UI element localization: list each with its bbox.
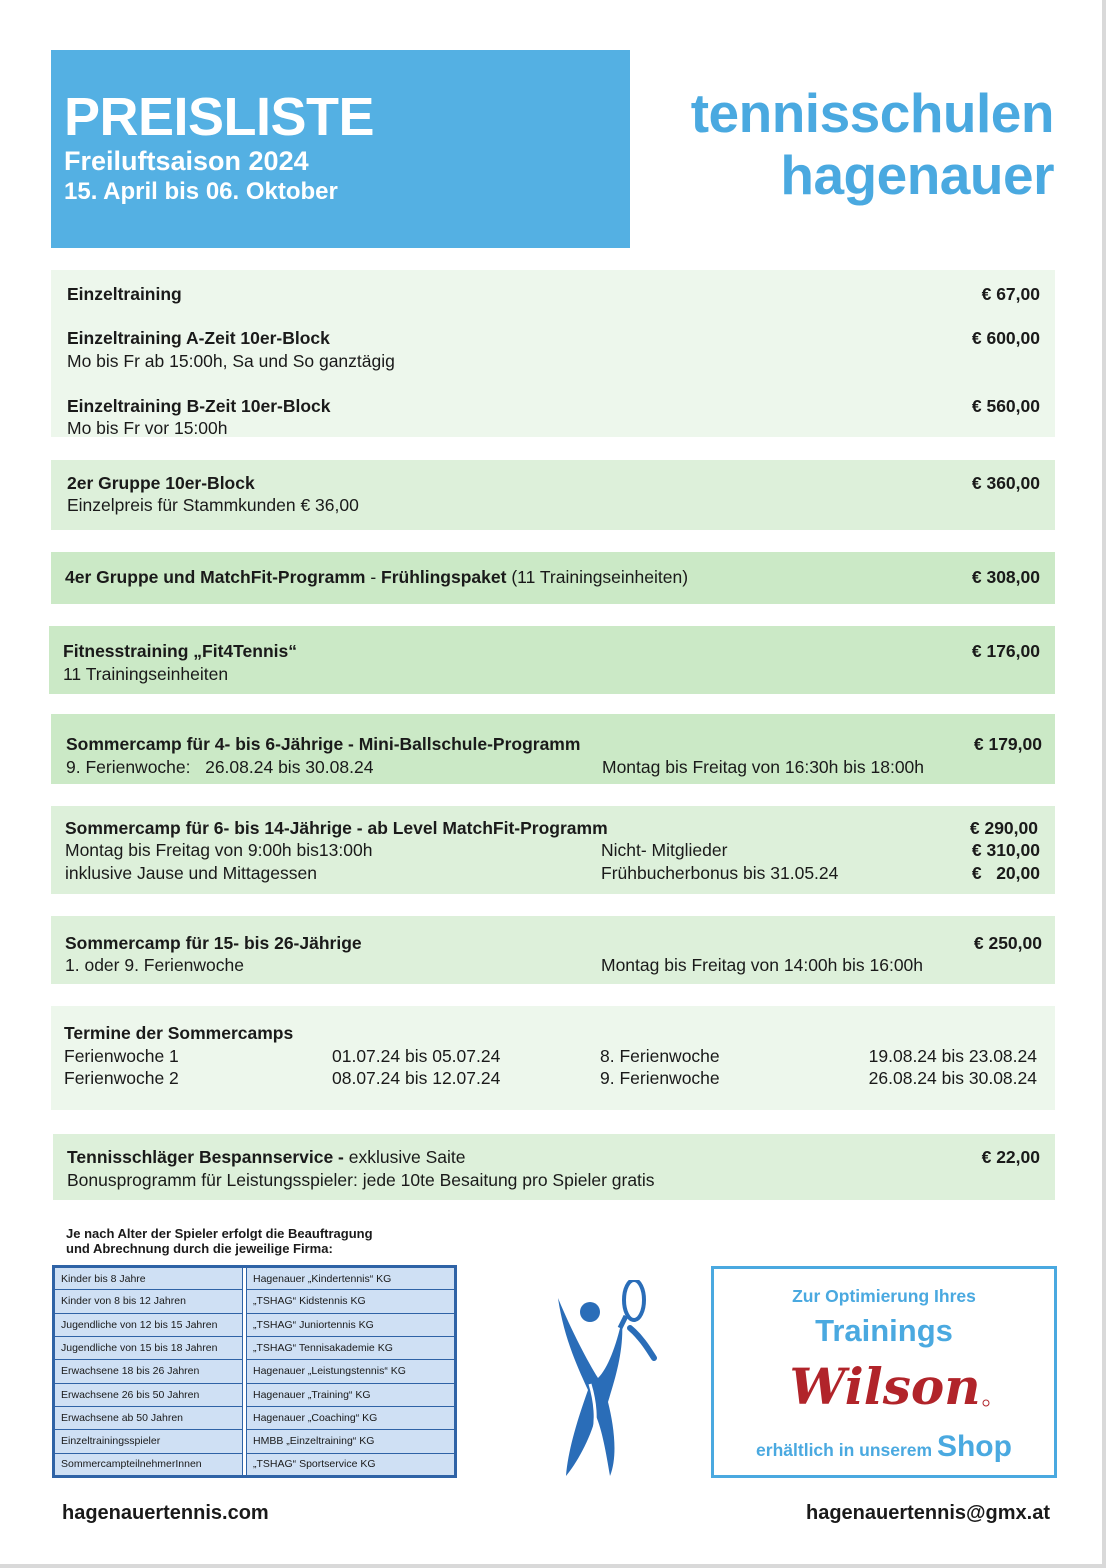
camp-week-label: 9. Ferienwoche (600, 1068, 720, 1088)
firm-age-group: Kinder von 8 bis 12 Jahren (54, 1290, 243, 1313)
firm-company: Hagenauer „Training“ KG (247, 1383, 456, 1406)
item-name (65, 566, 688, 588)
price-block-stringing (53, 1134, 1055, 1200)
ad-shop-text: erhältlich in unserem (756, 1440, 937, 1460)
camp-week-dates: 26.08.24 bis 30.08.24 (868, 1068, 1037, 1088)
header-banner (51, 50, 630, 248)
firm-row (54, 1336, 456, 1359)
camp-week-label: Ferienwoche 1 (64, 1046, 179, 1066)
camp-week-dates: 08.07.24 bis 12.07.24 (332, 1068, 501, 1088)
firm-company: Hagenauer „Leistungstennis“ KG (247, 1360, 456, 1383)
firm-age-group: SommercampteilnehmerInnen (54, 1453, 243, 1476)
camp-week-label: 8. Ferienwoche (600, 1046, 720, 1066)
item-time: Montag bis Freitag von 16:30h bis 18:00h (602, 757, 925, 777)
price-block-camp-youth (51, 916, 1055, 984)
camp-dates-title: Termine der Sommercamps (64, 1023, 294, 1043)
item-price: € 22,00 (981, 1147, 1040, 1167)
wilson-ad-box (711, 1266, 1057, 1478)
wilson-logo-icon (774, 1357, 996, 1417)
firm-intro-line: und Abrechnung durch die jeweilige Firma: (66, 1241, 333, 1256)
brand-line-1: tennisschulen (690, 82, 1054, 144)
email-link[interactable]: hagenauertennis@gmx.at (805, 1502, 1050, 1524)
brand-line-2: hagenauer (780, 144, 1054, 206)
item-price: € 308,00 (971, 567, 1040, 587)
firm-intro (66, 1226, 373, 1256)
brand-name (691, 82, 1054, 206)
ad-shop-link: Shop (936, 1430, 1012, 1463)
firm-row (54, 1430, 456, 1453)
item-name: Einzeltraining B-Zeit 10er-Block (67, 396, 331, 416)
camp-week-dates: 19.08.24 bis 23.08.24 (868, 1046, 1037, 1066)
item-price: € 176,00 (971, 641, 1040, 661)
item-name: Sommercamp für 15- bis 26-Jährige (65, 933, 362, 953)
item-name-bold: Frühlingspaket (381, 567, 507, 587)
item-name-rest: exklusive Saite (343, 1147, 466, 1167)
tennis-player-figure-icon (550, 1280, 660, 1480)
item-desc: Frühbucherbonus bis 31.05.24 (601, 863, 839, 883)
firm-row (54, 1290, 456, 1313)
website-link[interactable]: hagenauertennis.com (62, 1502, 269, 1524)
firm-company: Hagenauer „Coaching“ KG (247, 1406, 456, 1429)
item-desc: Mo bis Fr vor 15:00h (67, 418, 228, 438)
item-name: Fitnesstraining „Fit4Tennis“ (63, 641, 298, 661)
season-label: Freiluftsaison 2024 (64, 146, 309, 176)
item-desc: inklusive Jause und Mittagessen (65, 863, 317, 883)
item-name-bold: Tennisschläger Bespannservice - (67, 1147, 344, 1167)
firm-row (54, 1383, 456, 1406)
item-name (67, 1146, 465, 1168)
wilson-logo-text: Wilson (789, 1357, 981, 1416)
item-price: € 360,00 (971, 473, 1040, 493)
firm-age-group: Kinder bis 8 Jahre (54, 1267, 243, 1290)
firm-intro-line: Je nach Alter der Spieler erfolgt die Beauftragung (66, 1226, 373, 1241)
item-name: 2er Gruppe 10er-Block (67, 473, 255, 493)
price-block-gruppe2 (51, 460, 1055, 530)
item-desc: 1. oder 9. Ferienwoche (65, 955, 244, 975)
item-name: Sommercamp für 6- bis 14-Jährige - ab Level MatchFit-Programm (65, 818, 608, 838)
ad-line: Trainings (815, 1313, 953, 1348)
item-time: Montag bis Freitag von 14:00h bis 16:00h (601, 955, 924, 975)
firm-row (54, 1313, 456, 1336)
firm-company: „TSHAG“ Juniortennis KG (247, 1313, 456, 1336)
price-block-einzel (51, 270, 1055, 437)
firm-company: „TSHAG“ Kidstennis KG (247, 1290, 456, 1313)
item-name-sep: - (365, 567, 382, 587)
firm-age-group: Einzeltrainingsspieler (54, 1430, 243, 1453)
item-name: Sommercamp für 4- bis 6-Jährige - Mini-Ballschule-Programm (66, 734, 581, 754)
item-price: € 600,00 (971, 328, 1040, 348)
item-desc: Bonusprogramm für Leistungsspieler: jede 10te Besaitung pro Spieler gratis (67, 1170, 655, 1190)
firm-company: Hagenauer „Kindertennis“ KG (247, 1267, 456, 1290)
firm-table (52, 1265, 457, 1478)
page-edge (1102, 0, 1106, 1568)
item-name-rest: (11 Trainingseinheiten) (506, 567, 689, 587)
firm-row (54, 1453, 456, 1476)
camp-dates-block (51, 1006, 1055, 1110)
item-desc: 9. Ferienwoche: 26.08.24 bis 30.08.24 (66, 757, 374, 777)
price-block-camp-kids (51, 806, 1055, 894)
season-dates: 15. April bis 06. Oktober (64, 178, 338, 205)
page-edge (0, 1564, 1106, 1568)
page-title: PREISLISTE (64, 87, 375, 147)
item-desc: 11 Trainingseinheiten (63, 664, 229, 684)
firm-company: HMBB „Einzeltraining“ KG (247, 1430, 456, 1453)
firm-age-group: Erwachsene 26 bis 50 Jahren (54, 1383, 243, 1406)
item-price: € 250,00 (973, 933, 1042, 953)
price-block-camp-mini (51, 714, 1055, 784)
price-block-gruppe4 (51, 552, 1055, 604)
item-name: Einzeltraining (67, 284, 182, 304)
price-block-fitness (49, 626, 1055, 694)
camp-week-label: Ferienwoche 2 (64, 1068, 179, 1088)
item-price: € 310,00 (971, 840, 1040, 860)
firm-company: „TSHAG“ Sportservice KG (247, 1453, 456, 1476)
firm-company: „TSHAG“ Tennisakademie KG (247, 1336, 456, 1359)
item-price: € 560,00 (971, 396, 1040, 416)
firm-row (54, 1360, 456, 1383)
item-price: € 290,00 (969, 818, 1038, 838)
firm-age-group: Erwachsene 18 bis 26 Jahren (54, 1360, 243, 1383)
item-desc: Einzelpreis für Stammkunden € 36,00 (67, 495, 359, 515)
ad-line: Zur Optimierung Ihres (792, 1286, 976, 1306)
item-name-bold: 4er Gruppe und MatchFit-Programm (65, 567, 366, 587)
ad-line (714, 1430, 1054, 1464)
item-name: Einzeltraining A-Zeit 10er-Block (67, 328, 330, 348)
item-desc: Nicht- Mitglieder (601, 840, 728, 860)
firm-age-group: Erwachsene ab 50 Jahren (54, 1406, 243, 1429)
firm-row (54, 1406, 456, 1429)
firm-age-group: Jugendliche von 15 bis 18 Jahren (54, 1336, 243, 1359)
item-desc: Mo bis Fr ab 15:00h, Sa und So ganztägig (67, 351, 395, 371)
item-price: € 20,00 (971, 863, 1040, 883)
firm-row (54, 1267, 456, 1290)
firm-age-group: Jugendliche von 12 bis 15 Jahren (54, 1313, 243, 1336)
item-desc: Montag bis Freitag von 9:00h bis13:00h (65, 840, 373, 860)
item-price: € 179,00 (973, 734, 1042, 754)
camp-week-dates: 01.07.24 bis 05.07.24 (332, 1046, 501, 1066)
item-price: € 67,00 (981, 284, 1040, 304)
